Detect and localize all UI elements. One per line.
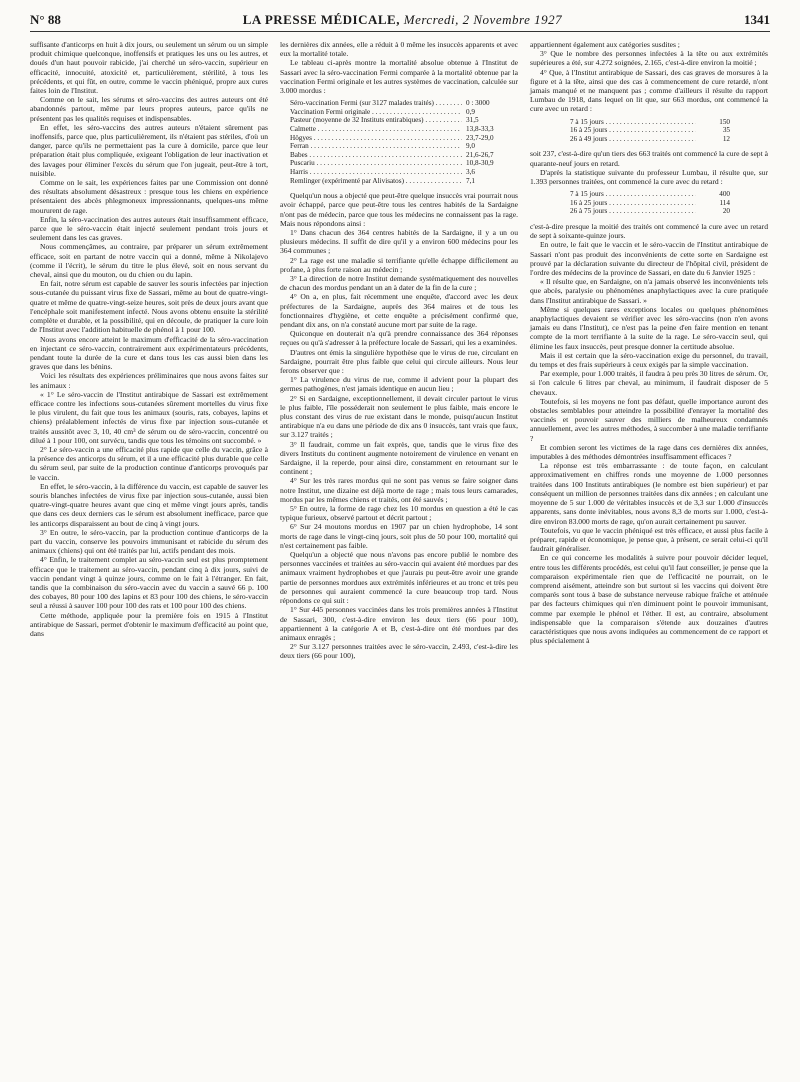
paragraph: D'après la statistique suivante du professeur Lumbau, il résulte que, sur 1.393 personnes traitées, ont commencé la cure avec du retard : <box>530 167 768 187</box>
row-value: 3,6 <box>466 167 475 176</box>
row-label: Puscariu . . . <box>290 159 462 168</box>
paragraph: 2° Sur 3.127 personnes traitées avec le séro-vaccin, 2.493, c'est-à-dire les deux tiers (66 pour 100), <box>280 642 518 661</box>
row-label: Harris . . . <box>290 168 462 177</box>
row-label: Séro-vaccination Fermi (sur 3127 malades traités) . . . <box>290 99 462 108</box>
paragraph: Le tableau ci-après montre la mortalité absolue obtenue à l'Institut de Sassari avec la séro-vaccination Fermi comparée à la mortalité obtenue par la vaccination Fermi originale et les autres systèmes de vaccination, calculée sur 3.000 mordus : <box>280 58 518 96</box>
paragraph: En effet, les séro-vaccins des autres auteurs n'étaient sûrement pas inoffensifs, parce que, plus particulièrement, ils n'étaient pas stériles, d'où un danger, parce qu'ils ne permettaient pas la cure à domicile, parce que leur préparation était plus compliquée, exigeant l'obligation de leur inactivation et des lavages pour éliminer l'excès du sérum que l'on jugeait, peut-être à tort, nuisible. <box>30 122 268 178</box>
paragraph: 4° Sur les très rares mordus qui ne sont pas venus se faire soigner dans notre Institut, une dizaine est déjà morte de rage ; mais tous leurs camarades, mordus par les mêmes chiens et traités, ont été sauvés ; <box>280 476 518 504</box>
paragraph: les dernières dix années, elle a réduit à 0 même les insuccès apparents et avec eux la mortalité totale. <box>280 40 518 59</box>
table-row <box>290 159 518 168</box>
paragraph: Par exemple, pour 1.000 traités, il faudra à peu près 30 litres de sérum. Or, si l'on calcule 6 litres par cheval, au minimum, il faudrait disposer de 5 chevaux. <box>530 369 768 397</box>
paragraph: Comme on le sait, les sérums et séro-vaccins des autres auteurs ont été abandonnés partout, même par leurs propres auteurs, parce qu'ils ne présentent pas les qualités requises et indispensables. <box>30 95 268 123</box>
paragraph: suffisante d'anticorps en huit à dix jours, ou seulement un sérum ou un simple produit chimique quelconque, inoffensifs et pratiques les uns ou les autres, et doués d'un haut pouvoir rabicide, j'ai cherché un séro-vaccin, supérieur en efficacité, innocuité, atoxicité et, particulièrement, stérilité, à tous les précédents, et qui fût, en outre, comme le vaccin phéniqué, propre aux cures faites loin de l'Institut. <box>30 40 268 96</box>
row-label: Calmette . . . <box>290 125 462 134</box>
table-row <box>290 177 518 186</box>
paragraph: 3° La direction de notre Institut demande systématiquement des nouvelles de chacun des mordus pendant un an à dater de la fin de la cure ; <box>280 273 518 293</box>
paragraph: 1° La virulence du virus de rue, comme il advient pour la plupart des germes pathogènes, n'est jamais identique en aucun lieu ; <box>280 375 518 394</box>
row-label: Högyes . . . <box>290 134 462 143</box>
row-value: 114 <box>719 198 730 207</box>
paragraph: 1° Sur 445 personnes vaccinées dans les trois premières années à l'Institut de Sassari, 300, c'est-à-dire environ les deux tiers (66 pour 100), appartiennent à la catégorie A et B, c'est-à-dire ont été mordues par des animaux enragés ; <box>280 605 518 642</box>
row-value: 400 <box>719 190 730 199</box>
column-2 <box>280 40 518 661</box>
page-number: 1341 <box>744 12 770 27</box>
row-label: 26 à 49 jours . . . <box>570 135 696 144</box>
paragraph: Et combien seront les victimes de la rage dans ces dernières dix années, imputables à des méthodes démontrées insuffisamment efficaces ? <box>530 442 768 462</box>
column-1 <box>30 40 268 661</box>
row-label: Remlinger (expérimenté par Alivisatos) . . . <box>290 177 462 186</box>
paragraph: D'autres ont émis la singulière hypothèse que le virus de rue, circulant en Sardaigne, pourrait être plus faible que celui qui circule ailleurs. Nous leur ferons observer que : <box>280 347 518 376</box>
row-label: 16 à 25 jours . . . <box>570 199 696 208</box>
paragraph: 4° Que, à l'Institut antirabique de Sassari, des cas graves de morsures à la figure et à la tête, ainsi que des cas à commencement de cure retardé, n'ont jamais manqué et ne manquent pas ; comme d'ailleurs il résulte du rapport Lumbau de 1918, dans lequel on lit que, sur 663 mordus, ont commencé la cure avec un retard : <box>530 67 768 114</box>
row-value: 13,8-33,3 <box>466 125 494 133</box>
paragraph: Toutefois, si les moyens ne font pas défaut, quelle importance auront des obstacles semblables pour atteindre la possibilité d'enrayer la mortalité des vaccinés et pouvoir sauver des milliers de malheureux condamnés annuellement, avec les autres méthodes, à succomber à une maladie terrifiante ? <box>530 396 768 443</box>
paragraph: Quiconque en douterait n'a qu'à prendre connaissance des 364 réponses reçues ou qu'à s'adresser à la préfecture locale de Sassari, qui les a examinées. <box>280 329 518 348</box>
row-label: Ferran . . . <box>290 142 462 151</box>
paragraph: Toutefois, vu que le vaccin phéniqué est très efficace, et aussi plus facile à préparer, rapide et économique, je pense que, à présent, ce serait celui-ci qu'il faudrait généraliser. <box>530 525 768 554</box>
delay-table-2 <box>570 190 730 216</box>
row-label: 26 à 75 jours . . . <box>570 207 696 216</box>
article-body <box>30 40 770 661</box>
paragraph: « 1° Le séro-vaccin de l'Institut antirabique de Sassari est extrêmement efficace contre les infections sous-cutanées sûrement mortelles du virus fixe le plus virulent, du fait que tous les animaux (souris, rats, cobayes, lapins et chiens) préalablement infectés de virus fixe par injection sous-cutanée et traités aussitôt avec 3, 10, 40 cm³ de sérum ou de séro-vaccin, concentré ou dilué à 1 pour 100, ont survécu, tandis que tous les témoins ont succombé. » <box>30 389 268 445</box>
row-value: 20 <box>722 207 730 216</box>
paragraph: 2° Le séro-vaccin a une efficacité plus rapide que celle du vaccin, grâce à la présence des anticorps du sérum, et il a une efficacité plus durable que celle du sérum seul, par suite de la production continue d'anticorps provoqués par le vaccin. <box>30 444 268 482</box>
paragraph: En outre, le fait que le vaccin et le séro-vaccin de l'Institut antirabique de Sassari n'ont pas produit des inconvénients de cette sorte en Sardaigne est prouvé par la déclaration suivante du directeur de l'hôpital civil, président de l'ordre des médecins de la province de Sassari, en date du 6 Janvier 1925 : <box>530 240 768 278</box>
running-header <box>30 12 770 32</box>
paragraph: En fait, notre sérum est capable de sauver les souris infectées par injection sous-cutanée du puissant virus fixe de Sassari, même au bout de quatre-vingt-quatre et même de quatre-vingt-seize heures, soit près de deux jours avant que l'encéphale soit manifestement infecté. Nous avons obtenu ensuite la stérilité complète et durable, et la possibilité, qui en découle, de pratiquer la cure loin de l'Institut avec l'addition habituelle de phénol à 1 pour 100. <box>30 279 268 335</box>
paragraph: « Il résulte que, en Sardaigne, on n'a jamais observé les inconvénients tels que abcès, paralysie ou phénomènes anaphylactiques avec la cure pratiquée dans l'Institut antirabique de Sassari. » <box>530 277 768 305</box>
paragraph: Mais il est certain que la séro-vaccination exige du personnel, du travail, du temps et des frais supérieurs à ceux exigés par la simple vaccination. <box>530 350 768 370</box>
table-row <box>570 207 730 216</box>
row-value: 35 <box>722 126 730 135</box>
mortality-table <box>290 99 518 185</box>
paragraph: 6° Sur 24 moutons mordus en 1907 par un chien hydrophobe, 14 sont morts de rage dans le vingt-cinq jours, soit plus de 50 pour 100, mortalité qui n'est certainement pas faible. <box>280 522 518 550</box>
table-row <box>290 125 518 134</box>
paragraph: c'est-à-dire presque la moitié des traités ont commencé la cure avec un retard de sept à soixante-quinze jours. <box>530 222 768 241</box>
paragraph: Voici les résultats des expériences préliminaires que nous avons faites sur les animaux : <box>30 371 268 390</box>
paragraph: Quelqu'un nous a objecté que peut-être quelque insuccès vrai pourrait nous avoir échappé, parce que peut-être tous les centres habités de la Sardaigne n'ont pas de médecin, parce que tous les médecins ne connaissent pas la rage. Mais nous répondons ainsi : <box>280 191 518 228</box>
table-row <box>290 116 518 125</box>
row-value: 9,0 <box>466 142 475 151</box>
row-label: Pasteur (moyenne de 32 Instituts entirabiques) . . . <box>290 116 462 125</box>
paragraph: Quelqu'un a objecté que nous n'avons pas encore publié le nombre des personnes vaccinées et traitées au séro-vaccin qui avaient été mordues par des animaux vraiment hydrophobes et que j'aurais pu peut-être avoir une grande partie de personnes mordues aux extrémités inférieures et au tronc et très peu de personnes qui auraient commencé la cure beaucoup trop tard. Nous répondons ce qui suit : <box>280 550 518 606</box>
paragraph: En effet, le séro-vaccin, à la différence du vaccin, est capable de sauver les souris blanches infectées de virus fixe par injection sous-cutanée, aussi bien quatre-vingt-quatre heures avant que cinq et même vingt jours après, tandis que dans ces deux derniers cas le sérum est absolument inefficace, parce que les anticorps disparaissent au bout de cinq à vingt jours. <box>30 481 268 528</box>
row-value: 150 <box>719 117 730 126</box>
table-row <box>570 126 730 135</box>
paragraph: soit 237, c'est-à-dire qu'un tiers des 663 traités ont commencé la cure de sept à quarante-neuf jours en retard. <box>530 149 768 168</box>
table-row <box>570 135 730 144</box>
row-label: 16 à 25 jours . . . <box>570 126 696 135</box>
row-value: 21,6-26,7 <box>466 150 494 159</box>
row-value: 10,8-30,9 <box>466 159 494 168</box>
row-value: 0,9 <box>466 107 475 116</box>
paragraph: 2° Si en Sardaigne, exceptionnellement, il devait circuler partout le virus le plus faible, l'île posséderait non seulement le plus faible, mais encore le plus constant des virus de rue existant dans le monde, puisqu'aucun Institut antirabique n'a eu dans une période de dix ans 0 insuccès, tant vrais que faux, sur 3.127 traités ; <box>280 393 518 440</box>
table-row <box>290 168 518 177</box>
row-value: 23,7-29,0 <box>466 133 494 142</box>
row-value: 7,1 <box>466 176 475 185</box>
paragraph: 3° Il faudrait, comme un fait exprès, que, tandis que le virus fixe des divers Instituts du continent augmente notoirement de virulence en venant en Sardaigne, il la reperde, pour ainsi dire, constamment en retournant sur le continent ; <box>280 439 518 477</box>
issue-number: N° 88 <box>30 12 61 27</box>
table-row <box>570 118 730 127</box>
paragraph: Comme on le sait, les expériences faites par une Commission ont donné des résultats absolument désastreux : presque tous les chiens en expérience présentaient des abcès phlegmoneux impressionnants, quelques-uns même moururent de rage. <box>30 178 268 215</box>
column-3-part-a <box>530 40 768 114</box>
issue-date: Mercredi, 2 Novembre 1927 <box>403 12 563 27</box>
journal-name: LA PRESSE MÉDICALE, <box>242 12 400 27</box>
paragraph: 5° En outre, la forme de rage chez les 10 mordus en question a été le cas typique furieux, observé partout et décrit partout ; <box>280 504 518 523</box>
paragraph: Nous commençâmes, au contraire, par préparer un sérum extrêmement efficace, soit en partant de notre vaccin qui a donné, même à Nikolajevo (comme il l'écrit), le sérum du titre le plus élevé, soit en nous servant du cheval, ainsi que du mouton, ou du chien ou du lapin. <box>30 242 268 280</box>
column-3-part-c <box>530 222 768 645</box>
column-2-intro <box>280 40 518 95</box>
table-row <box>290 108 518 117</box>
row-label: Vaccination Fermi originale . . . <box>290 108 462 117</box>
column-2-body <box>280 191 518 660</box>
row-label: Babes . . . <box>290 151 462 160</box>
row-label: 7 à 15 jours . . . <box>570 118 696 127</box>
paragraph: 2° La rage est une maladie si terrifiante qu'elle échappe difficilement au profane, à plus forte raison au médecin ; <box>280 255 518 274</box>
paragraph: 1° Dans chacun des 364 centres habités de la Sardaigne, il y a un ou plusieurs médecins. Il suffit de dire qu'il y a environ 600 médecins pour les 364 communes ; <box>280 227 518 256</box>
row-label: 7 à 15 jours . . . <box>570 190 696 199</box>
delay-table-1 <box>570 118 730 144</box>
paragraph: Nous avons encore atteint le maximum d'efficacité de la séro-vaccination en injectant ce séro-vaccin, contrairement aux expérimentateurs précédents, pendant toute la durée de la cure et dans tous les cas aussi bien dans les graves que dans les bénins. <box>30 334 268 372</box>
table-row <box>290 134 518 143</box>
paragraph: Enfin, la séro-vaccination des autres auteurs était insuffisamment efficace, parce que le séro-vaccin était injecté seulement pendant trois jours et seulement dans les cas graves. <box>30 214 268 243</box>
paragraph: appartiennent également aux catégories susdites ; <box>530 40 680 49</box>
paragraph: Cette méthode, appliquée pour la première fois en 1915 à l'Institut antirabique de Sassari, permet d'obtenir le maximum d'efficacité au point que, dans <box>30 610 268 638</box>
paragraph: La réponse est très embarrassante : de toute façon, en calculant approximativement en chiffres ronds une moyenne de 1.000 personnes traitées dans 100 Instituts antirabiques (le nombre est bien supérieur) et par conséquent un million de personnes traitées dans dix années ; en calculant une moyenne de 5 sur 1.000 de véritables insuccès et de 3,3 sur 1.000 d'insuccès apparents, sans donte inévitables, nous avons 8,3 de morts sur 1.000, c'est-à-dire environ 83.000 morts de rage, qu'on aurait certainement pu sauver. <box>530 461 768 526</box>
paragraph: 3° En outre, le séro-vaccin, par la production continue d'anticorps de la part du vaccin, conserve les pouvoirs immunisant et rabicide du sérum des animaux (chiens) qui ont été traités par lui, actifs pendant des mois. <box>30 527 268 556</box>
paragraph: Même si quelques rares exceptions locales ou quelques phénomènes anaphylactiques devaient se vérifier avec les séro-vaccins (non n'en avons jamais eu dans l'Institut), ce n'est pas la peine d'en faire mention en tenant compte de la mort terrifiante à la suite de la rage. Le séro-vaccin seul, qui élimine les faux insuccès, peut presque donner la certitude absolue. <box>530 304 768 351</box>
table-row <box>570 199 730 208</box>
column-3-part-b <box>530 149 768 186</box>
row-value: 31,5 <box>466 116 479 125</box>
paragraph: 4° On a, en plus, fait récemment une enquête, d'accord avec les deux préfectures de la Sardaigne, auprès des 364 maires et de tous les fonctionnaires d'hygiène, et cette enquête a précisément confirmé que, pendant dix ans, on n'a constaté aucune mort par suite de la rage. <box>280 292 518 329</box>
table-row <box>290 99 518 108</box>
row-value: 12 <box>722 134 730 143</box>
table-row <box>570 190 730 199</box>
row-value: 0 : 3000 <box>466 99 490 108</box>
paragraph: 4° Enfin, le traitement complet au séro-vaccin seul est plus promptement efficace que le traitement au séro-vaccin, pendant cinq à dix jours, suivi de vaccin pendant vingt à quinze jours, comme on le fait à l'étranger. En fait, tandis que la combinaison du séro-vaccin avec du vaccin a sauvé 66 p. 100 des cobayes, 80 pour 100 des lapins et 83 pour 100 des chiens, le séro-vaccin seul a réussi à sauver 100 pour 100 des rats et 100 pour 100 des chiens. <box>30 555 268 611</box>
table-row <box>290 151 518 160</box>
paragraph: En ce qui concerne les modalités à suivre pour pouvoir décider lequel, entre tous les différents procédés, est celui qu'il faut conseiller, je pense que la comparaison expérimentale rien que de l'efficacité ne pourrait, on le comprend aisément, atteindre son but surtout si les vaccins qui doivent être comparés sont tous à base de substance nerveuse rabique fraîche et atténuée par des facteurs chimiques qui n'en diminuent point le pouvoir immunisant, comme par exemple le phénol et l'éther. Il est, au contraire, absolument indispensable que la comparaison s'étende aux douzaines d'autres caractéristiques que nous avons indiquées au commencement de ce rapport et plus spécialement à <box>530 553 768 646</box>
journal-title <box>243 12 562 28</box>
table-row <box>290 142 518 151</box>
paragraph: 3° Que le nombre des personnes infectées à la tête ou aux extrémités supérieures a été, sur 4.272 soignées, 2.165, c'est-à-dire environ la moitié ; <box>530 49 768 68</box>
column-3 <box>530 40 768 661</box>
